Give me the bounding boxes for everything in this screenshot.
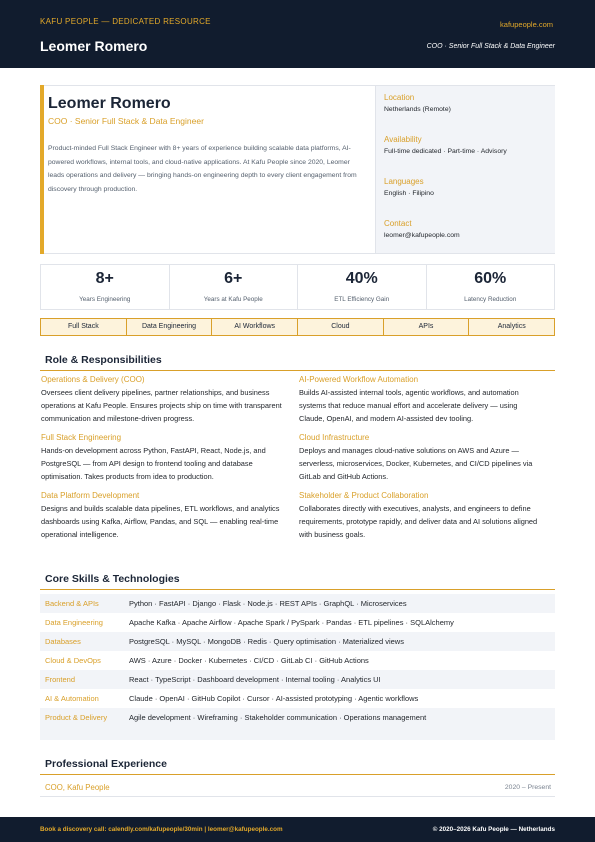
table-row: [40, 670, 555, 689]
role-title: Cloud Infrastructure: [299, 433, 370, 442]
info-languages: [384, 177, 547, 219]
info-label: Availability: [384, 135, 422, 144]
chip-data-engineering: Data Engineering: [127, 319, 213, 335]
role-title: Stakeholder & Product Collaboration: [299, 491, 429, 500]
footer-bar: [0, 817, 595, 842]
chip-apis: APIs: [384, 319, 470, 335]
table-row: [40, 708, 555, 740]
skill-items: React · TypeScript · Dashboard development · Internal tooling · Analytics UI: [129, 675, 381, 684]
role-item: [299, 433, 555, 491]
header-name: Leomer Romero: [40, 38, 148, 54]
skill-category: Data Engineering: [45, 618, 103, 627]
stat-latency-reduction: [427, 265, 555, 309]
skill-category: AI & Automation: [45, 694, 99, 703]
skill-category: Backend & APIs: [45, 599, 99, 608]
table-row: [40, 689, 555, 708]
role-item: [299, 491, 555, 549]
profile-summary: Product-minded Full Stack Engineer with 8+ years of experience building scalable data platforms, AI-powered workflows, internal tools, and cloud-native applications. At Kafu People since 2020, Leomer leads operations and delivery — bringing hands-on engineering depth to every client engagement from discovery through production.: [48, 145, 357, 193]
table-row: [40, 651, 555, 670]
role-item: [41, 433, 299, 491]
role-title: Data Platform Development: [41, 491, 140, 500]
stats-row: [40, 264, 555, 310]
profile-name: Leomer Romero: [48, 95, 171, 112]
experience-dates: 2020 – Present: [504, 784, 551, 791]
role-item: [299, 375, 555, 433]
info-availability: [384, 135, 547, 177]
info-location: [384, 93, 547, 135]
info-contact: [384, 219, 547, 261]
focus-area-chips: [40, 318, 555, 336]
header-role: COO · Senior Full Stack & Data Engineer: [426, 43, 555, 50]
stat-years-kafu: [170, 265, 299, 309]
header-tag: KAFU PEOPLE — DEDICATED RESOURCE: [40, 17, 211, 26]
experience-item: [40, 780, 555, 797]
chip-analytics: Analytics: [497, 323, 526, 330]
footer-copyright: © 2020–2026 Kafu People — Netherlands: [432, 826, 555, 833]
skill-category: Frontend: [45, 675, 76, 684]
stat-label: Years at Kafu People: [203, 296, 263, 303]
stat-label: Years Engineering: [79, 296, 131, 303]
skills-table: [40, 594, 555, 740]
profile-summary-panel: [48, 86, 374, 253]
role-description: Designs and builds scalable data pipelines, ETL workflows, and analytics dashboards using Kafka, Airflow, Pandas, and SQL — enabling real-time operational intelligence.: [41, 504, 280, 539]
info-value: English · Filipino: [384, 190, 434, 197]
role-description: Collaborates directly with executives, analysts, and engineers to define requirements, prototype rapidly, and deliver data and AI solutions aligned with business goals.: [299, 504, 538, 539]
stat-label: ETL Efficiency Gain: [334, 296, 390, 303]
section-title-roles: Role & Responsibilities: [40, 354, 555, 371]
skill-items: Agile development · Wireframing · Stakeholder communication · Operations management: [129, 713, 427, 722]
skill-items: AWS · Azure · Docker · Kubernetes · CI/CD · GitLab CI · GitHub Actions: [129, 656, 369, 665]
info-label: Location: [384, 93, 415, 102]
chip-full-stack: Full Stack: [41, 319, 127, 335]
stat-value: 6+: [224, 270, 243, 287]
contact-email-link[interactable]: leomer@kafupeople.com: [384, 232, 460, 239]
chip-cloud: Cloud: [298, 319, 384, 335]
profile-role: COO · Senior Full Stack & Data Engineer: [48, 116, 204, 126]
skill-items: Python · FastAPI · Django · Flask · Node.js · REST APIs · GraphQL · Microservices: [129, 599, 407, 608]
profile-card: [40, 85, 555, 254]
role-title: Operations & Delivery (COO): [41, 375, 145, 384]
chip-ai-workflows: AI Workflows: [212, 319, 298, 335]
info-label: Contact: [384, 219, 412, 228]
info-value: Full-time dedicated · Part-time · Advisory: [384, 148, 507, 155]
table-row: [40, 594, 555, 613]
stat-etl-gain: [298, 265, 427, 309]
footer-booking-link[interactable]: Book a discovery call: calendly.com/kafupeople/30min | leomer@kafupeople.com: [40, 826, 283, 833]
role-title: Full Stack Engineering: [41, 433, 122, 442]
skill-items: Claude · OpenAI · GitHub Copilot · Cursor · AI-assisted prototyping · Agentic workflows: [129, 694, 419, 703]
skill-category: Databases: [45, 637, 81, 646]
role-description: Oversees client delivery pipelines, partner relationships, and business operations at Kafu People. Ensures projects ship on time with transparent communication and milestone-driven progress.: [41, 388, 282, 423]
role-description: Hands-on development across Python, FastAPI, React, Node.js, and PostgreSQL — from API design to frontend tooling and database optimisation. Takes products from idea to production.: [41, 446, 266, 481]
header-bar: [0, 0, 595, 68]
stat-value: 40%: [345, 270, 378, 287]
stat-value: 60%: [474, 270, 507, 287]
table-row: [40, 613, 555, 632]
role-description: Builds AI-assisted internal tools, agentic workflows, and automation systems that reduce manual effort and accelerate delivery — using Claude, OpenAI, and modern AI-assisted dev tooling.: [299, 388, 519, 423]
experience-company: COO, Kafu People: [45, 783, 110, 792]
role-item: [41, 491, 299, 549]
skill-category: Cloud & DevOps: [45, 656, 101, 665]
section-title-skills: Core Skills & Technologies: [40, 573, 555, 590]
table-row: [40, 632, 555, 651]
role-description: Deploys and manages cloud-native solutions on AWS and Azure — serverless, microservices, Docker, Kubernetes, and CI/CD pipelines via GitLab and GitHub Actions.: [299, 446, 533, 481]
info-value: Netherlands (Remote): [384, 106, 451, 113]
section-title-experience: Professional Experience: [40, 758, 555, 775]
info-label: Languages: [384, 177, 424, 186]
roles-grid: [41, 375, 555, 549]
stat-label: Latency Reduction: [464, 296, 517, 303]
stat-value: 8+: [95, 270, 114, 287]
stat-years-engineering: [41, 265, 170, 309]
website-link[interactable]: kafupeople.com: [500, 20, 553, 29]
skill-category: Product & Delivery: [45, 713, 108, 722]
skill-items: Apache Kafka · Apache Airflow · Apache Spark / PySpark · Pandas · ETL pipelines · SQLAlchemy: [129, 618, 454, 627]
profile-info-panel: [375, 86, 555, 253]
role-item: [41, 375, 299, 433]
accent-bar: [40, 85, 44, 254]
role-title: AI-Powered Workflow Automation: [299, 375, 419, 384]
skill-items: PostgreSQL · MySQL · MongoDB · Redis · Query optimisation · Materialized views: [129, 637, 404, 646]
